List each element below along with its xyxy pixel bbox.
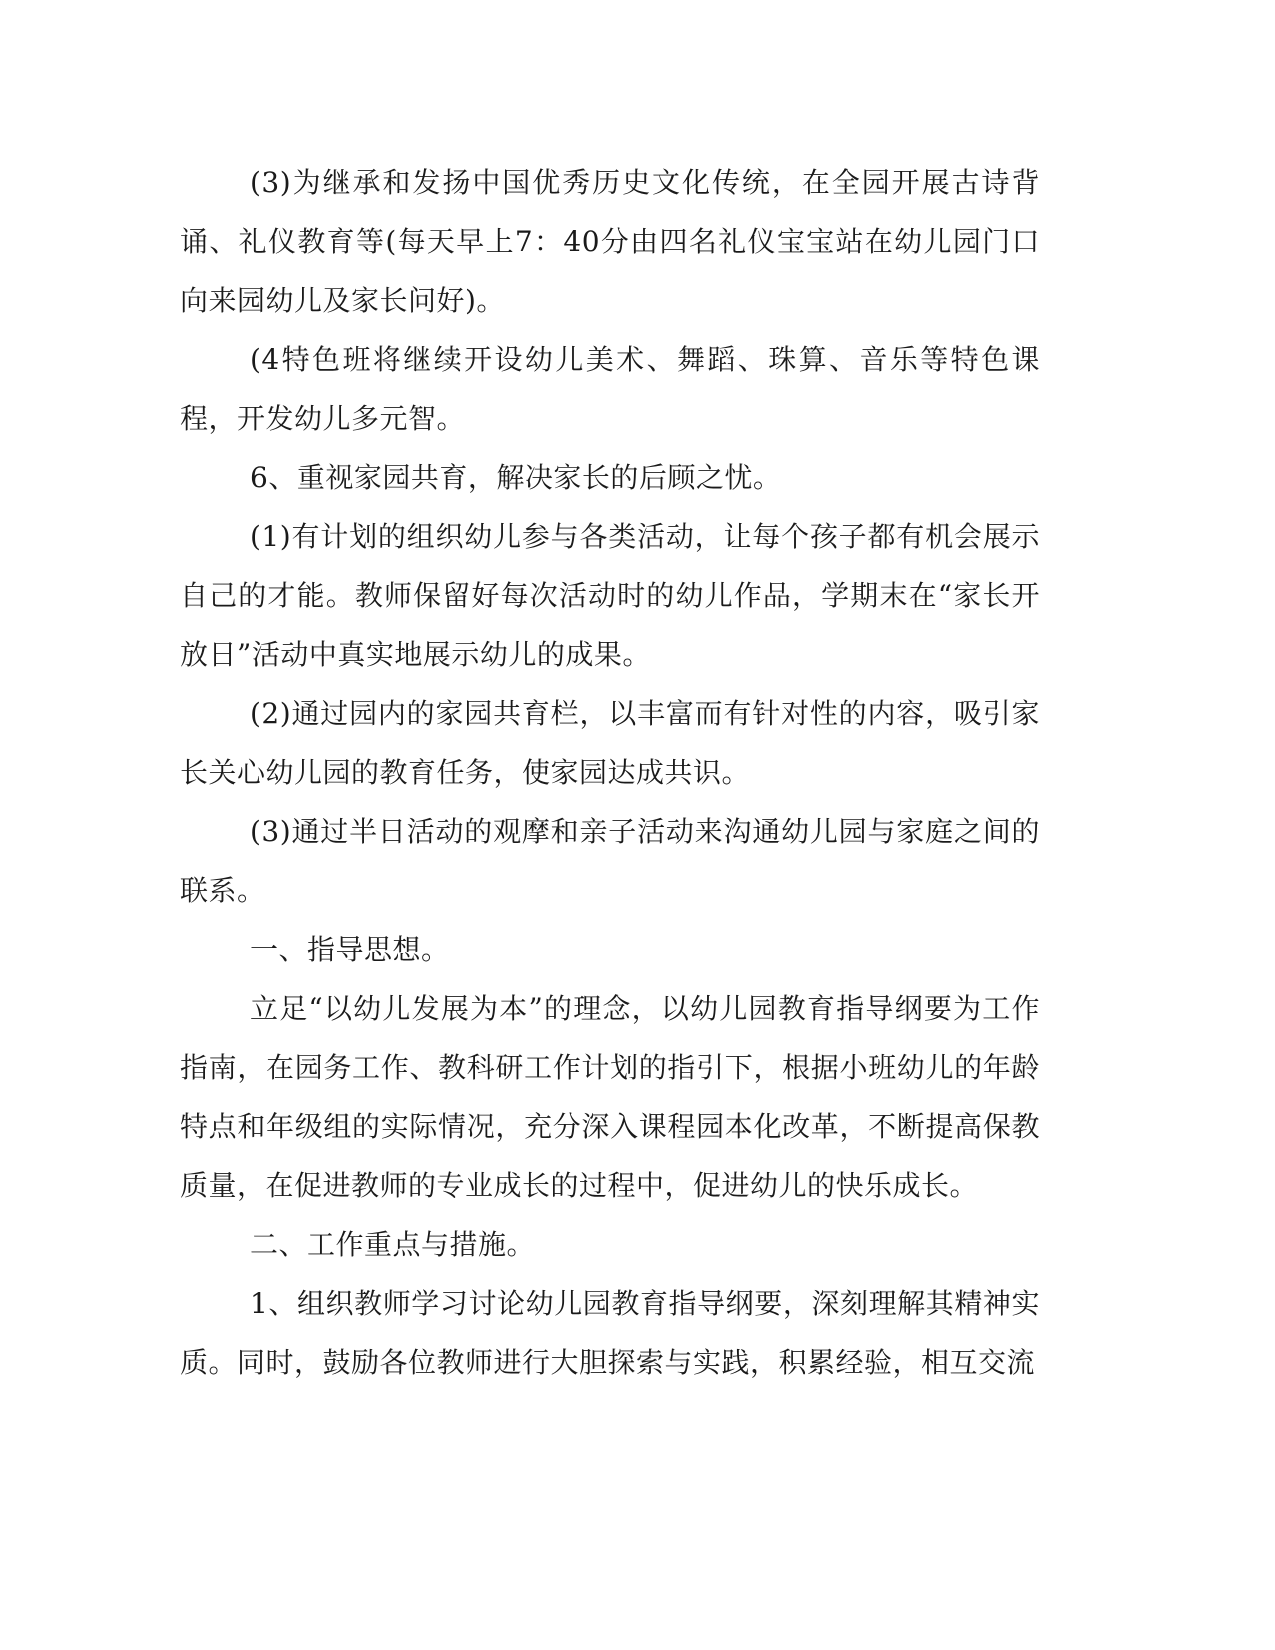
paragraph-3: 6、重视家园共育，解决家长的后顾之忧。 (250, 461, 782, 494)
section-heading-guiding-ideology: 一、指导思想。 (250, 933, 450, 966)
paragraph-6: (3)通过半日活动的观摩和亲子活动来沟通幼儿园与家庭之间的联系。 (180, 815, 1040, 907)
paragraph-4: (1)有计划的组织幼儿参与各类活动，让每个孩子都有机会展示自己的才能。教师保留好每次活动时的幼儿作品，学期末在“家长开放日”活动中真实地展示幼儿的成果。 (180, 520, 1040, 671)
paragraph-10: 1、组织教师学习讨论幼儿园教育指导纲要，深刻理解其精神实质。同时，鼓励各位教师进行大胆探索与实践，积累经验，相互交流 (180, 1287, 1040, 1379)
paragraph-1: (3)为继承和发扬中国优秀历史文化传统，在全园开展古诗背诵、礼仪教育等(每天早上7：40分由四名礼仪宝宝站在幼儿园门口向来园幼儿及家长问好)。 (180, 166, 1040, 317)
document-body (180, 153, 1040, 1392)
paragraph-5: (2)通过园内的家园共育栏，以丰富而有针对性的内容，吸引家长关心幼儿园的教育任务，使家园达成共识。 (180, 697, 1040, 789)
section-heading-work-focus: 二、工作重点与措施。 (250, 1228, 536, 1261)
paragraph-8: 立足“以幼儿发展为本”的理念，以幼儿园教育指导纲要为工作指南，在园务工作、教科研工作计划的指引下，根据小班幼儿的年龄特点和年级组的实际情况，充分深入课程园本化改革，不断提高保教质量，在促进教师的专业成长的过程中，促进幼儿的快乐成长。 (180, 992, 1040, 1202)
paragraph-2: (4特色班将继续开设幼儿美术、舞蹈、珠算、音乐等特色课程，开发幼儿多元智。 (180, 343, 1040, 435)
